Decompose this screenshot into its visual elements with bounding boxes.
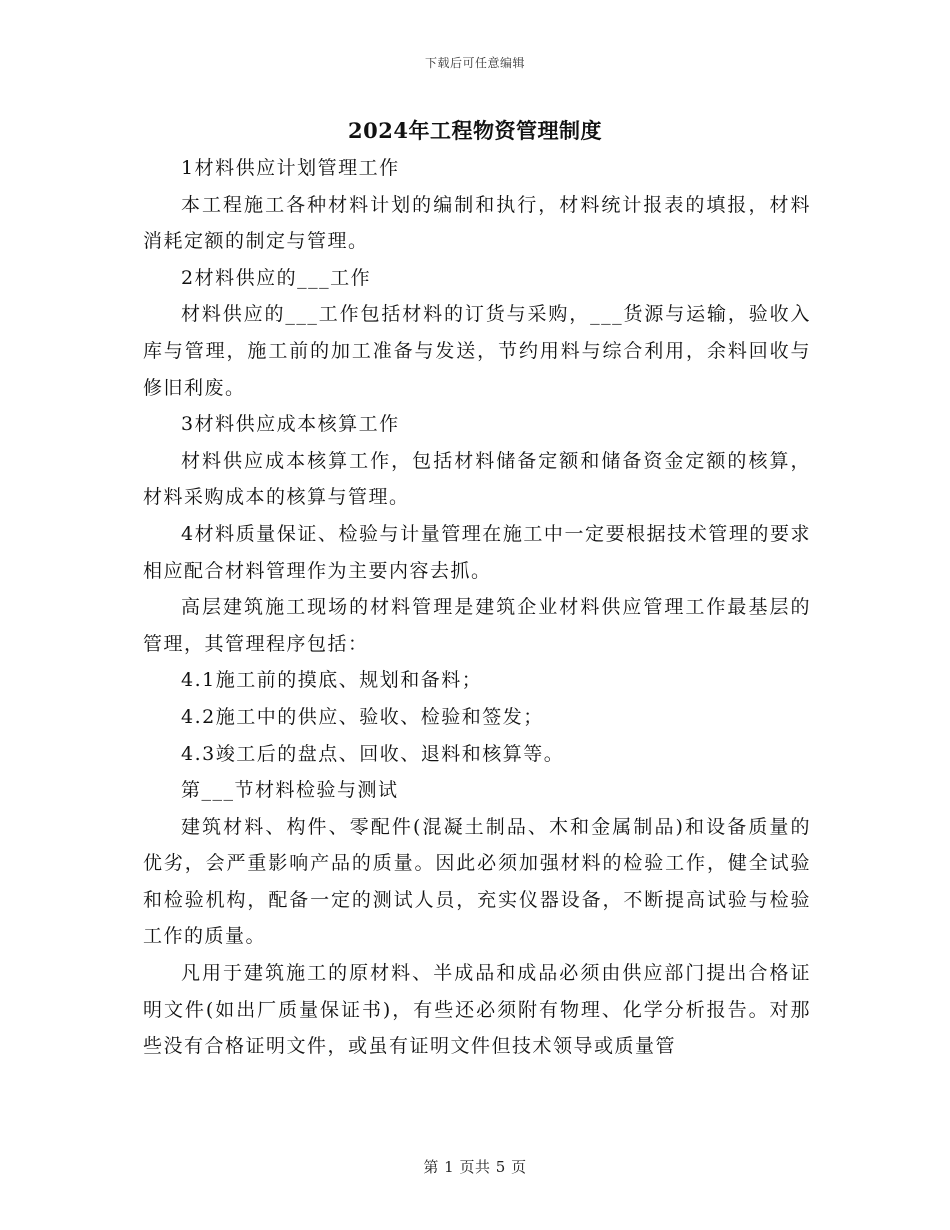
paragraph: 3材料供应成本核算工作 — [181, 413, 400, 436]
paragraph: 4.3竣工后的盘点、回收、退料和核算等。 — [181, 742, 565, 765]
paragraph: 4.2施工中的供应、验收、检验和签发； — [181, 705, 544, 728]
document-body — [143, 150, 811, 1065]
header-note: 下载后可任意编辑 — [424, 56, 525, 70]
paragraph: 1材料供应计划管理工作 — [181, 157, 400, 179]
paragraph: 本工程施工各种材料计划的编制和执行，材料统计报表的填报，材料消耗定额的制定与管理。 — [143, 193, 811, 253]
paragraph: 2材料供应的___工作 — [181, 266, 372, 289]
paragraph: 第___节材料检验与测试 — [181, 779, 399, 802]
page-title: 2024年工程物资管理制度 — [348, 118, 602, 143]
paragraph: 高层建筑施工现场的材料管理是建筑企业材料供应管理工作最基层的管理，其管理程序包括： — [143, 596, 811, 655]
paragraph: 材料供应的___工作包括材料的订货与采购，___货源与运输，验收入库与管理，施工前的加工准备与发送，节约用料与综合利用，余料回收与修旧利废。 — [143, 303, 811, 399]
paragraph: 4材料质量保证、检验与计量管理在施工中一定要根据技术管理的要求相应配合材料管理作为主要内容去抓。 — [143, 522, 811, 582]
page-indicator: 第 1 页共 5 页 — [423, 1158, 527, 1176]
paragraph: 材料供应成本核算工作，包括材料储备定额和储备资金定额的核算，材料采购成本的核算与管理。 — [143, 449, 811, 509]
paragraph: 建筑材料、构件、零配件(混凝土制品、木和金属制品)和设备质量的优劣，会严重影响产品的质量。因此必须加强材料的检验工作，健全试验和检验机构，配备一定的测试人员，充实仪器设备，不断提高试验与检验工作的质量。 — [143, 815, 811, 948]
paragraph: 凡用于建筑施工的原材料、半成品和成品必须由供应部门提出合格证明文件(如出厂质量保证书)，有些还必须附有物理、化学分析报告。对那些没有合格证明文件，或虽有证明文件但技术领导或质量管 — [143, 962, 811, 1058]
paragraph: 4.1施工前的摸底、规划和备料； — [181, 669, 483, 692]
